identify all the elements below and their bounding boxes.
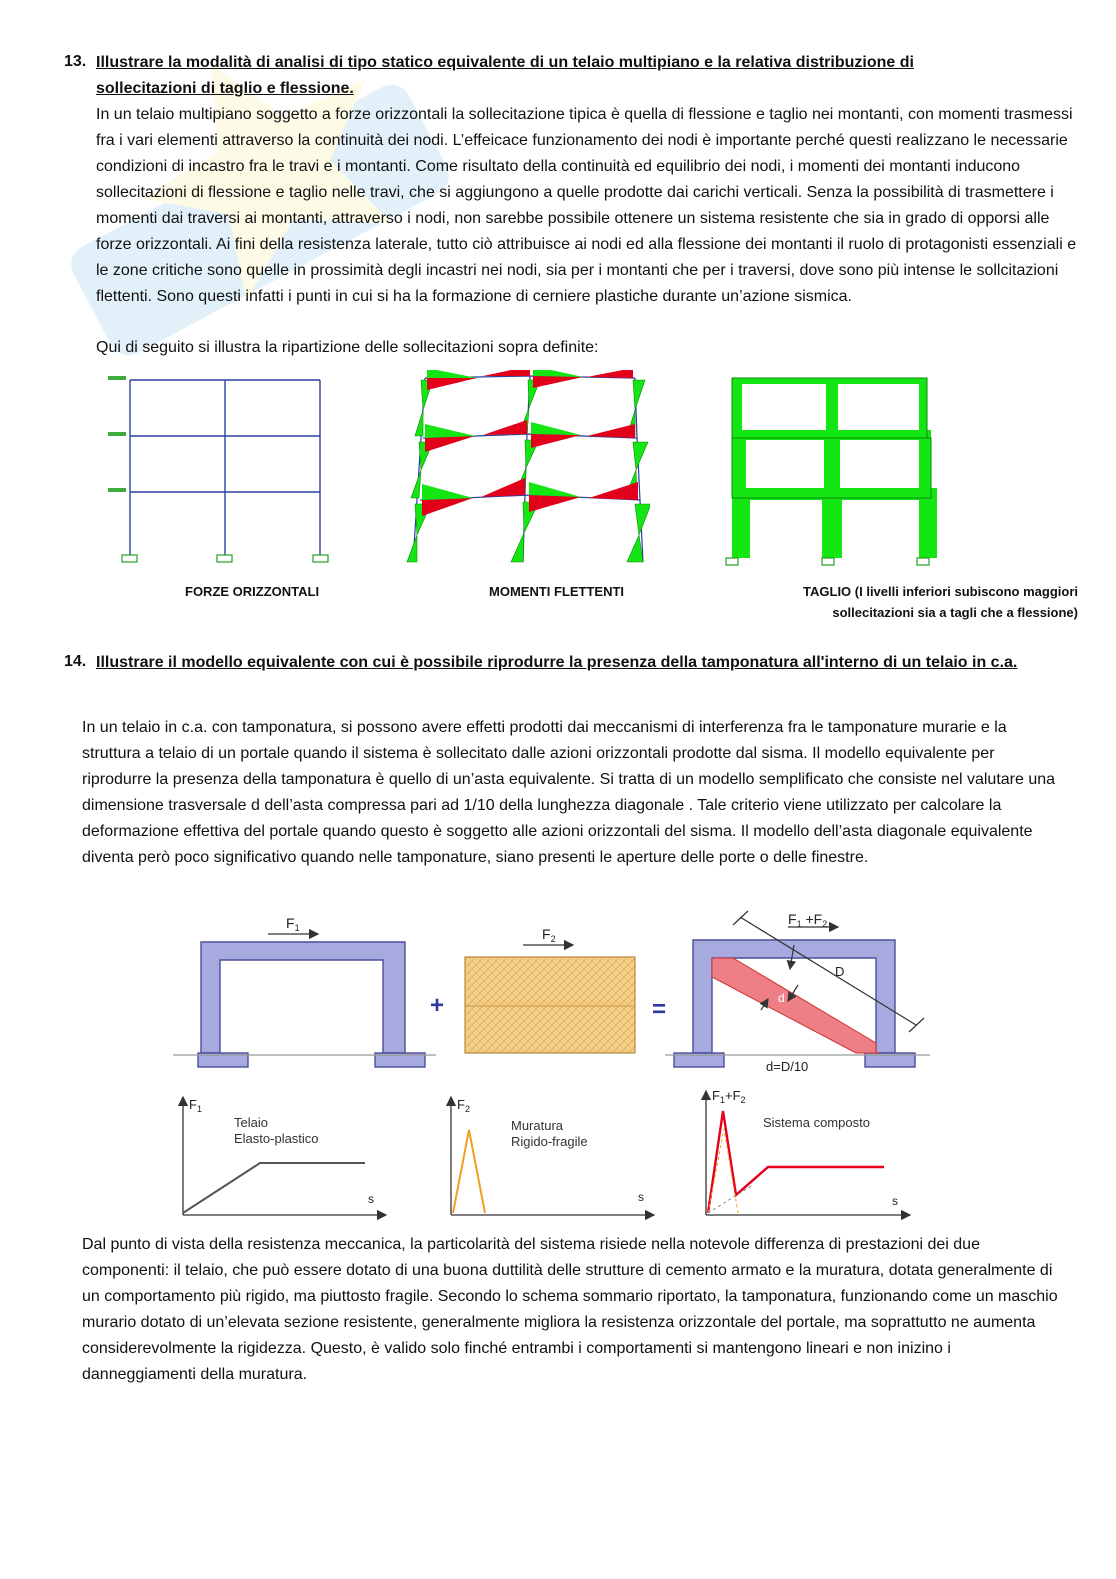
svg-text:s: s <box>638 1190 644 1204</box>
question-14-title: Illustrare il modello equivalente con cui è possibile riprodurre la presenza della tamponatura all'interno di un telaio in c.a. <box>96 654 1018 671</box>
equals-sign: = <box>652 996 667 1023</box>
svg-text:F1 +F2: $F_1 +F_2$ <box>788 911 828 929</box>
f1-subscript: 1 <box>294 923 300 933</box>
caption-bending-moments: MOMENTI FLETTENTI <box>489 584 625 599</box>
graph2-label-line2: Rigido-fragile <box>511 1134 588 1149</box>
svg-text:F2: $F_2$ <box>457 1097 470 1114</box>
f2-label: F <box>542 926 551 942</box>
forces-frame-diagram <box>105 370 335 570</box>
graph-masonry-rigid-fragile <box>451 1097 654 1215</box>
plus-sign: + <box>430 992 445 1019</box>
f2-subscript: 2 <box>550 934 556 944</box>
question-14-number: 14. <box>64 653 87 670</box>
caption-shear: TAGLIO (I livelli inferiori subiscono maggiori sollecitazioni sia a tagli che a flessione) <box>803 584 1078 620</box>
svg-text:F2 <box>542 926 556 944</box>
f1f2-label: F <box>788 911 797 927</box>
strut-ratio-label: d=D/10 <box>766 1059 809 1074</box>
equivalent-strut <box>712 958 880 1053</box>
graph-composite-system <box>706 1088 910 1215</box>
caption-horizontal-forces: FORZE ORIZZONTALI <box>185 584 320 599</box>
bare-frame <box>198 942 425 1067</box>
question-14-paragraph-2: Dal punto di vista della resistenza meccanica, la particolarità del sistema risiede nella notevole differenza di prestazioni dei due componenti: il telaio, che può essere dotato di una buona duttilità delle strutture di cemento armato e la muratura, dotata generalmente di un comportamento più rigido, ma piuttosto fragile. Secondo lo schema sommario riportato, la tamponatura, funzionando come un maschio murario dotato di un’elevata sezione resistente, generalmente migliora la resistenza orizzontale del portale, ma soprattutto ne aumenta considerevolmente la rigidezza. Questo, è valido solo finché entrambi i comportamenti si mantengono lineari e non inizino i danneggiamenti della muratura. <box>82 1236 1058 1383</box>
f1-label: F <box>286 915 295 931</box>
diagonal-length-label: D <box>835 964 845 979</box>
graph2-label-line1: Muratura <box>511 1118 564 1133</box>
question-14-paragraph-1: In un telaio in c.a. con tamponatura, si possono avere effetti prodotti dai meccanismi di interferenza fra le tamponature murarie e la struttura a telaio di un portale quando il sistema è sollecitato dalle azioni orizzontali prodotte dal sisma. Il modello equivalente per riprodurre la presenza della tamponatura è quello di un’asta equivalente. Si tratta di un modello semplificato che consiste nel valutare una dimensione trasversale d dell’asta compressa pari ad 1/10 della lunghezza diagonale . Tale criterio viene utilizzato per calcolare la deformazione effettiva del portale quando questo è soggetto alle azioni orizzontali del sisma. Il modello dell’asta diagonale equivalente diventa però poco significativo quando nelle tamponature, siano presenti le aperture delle porte o delle finestre. <box>82 719 1056 866</box>
svg-text:F1 <box>286 915 300 933</box>
strut-width-label: d <box>778 991 785 1005</box>
question-13-paragraph: In un telaio multipiano soggetto a forze orizzontali la sollecitazione tipica è quella di flessione e taglio nei montanti, con momenti trasmessi fra i vari elementi attraverso la continuità dei nodi. L’effeicace funzionamento dei nodi è importante perché questi realizzano le necessarie condizioni di incastro fra le travi e i montanti. Come risultato della continuità ed equilibrio dei nodi, i momenti dei montanti inducono sollecitazioni di flessione e taglio nelle travi, che si aggiungono a quelle prodotte dai carichi verticali. Senza la possibilità di trasmettere i momenti dai traversi ai montanti, attraverso i nodi, non sarebbe possibile ottenere un sistema resistente che sia in grado di opporsi alle forze orizzontali. Ai fini della resistenza laterale, tutto ciò attribuisce ai nodi ed alla flessione dei montanti il ruolo di protagonisti essenziali e le zone critiche sono quelle in prossimità degli incastri nei nodi, sia per i montanti che per i traversi, dove sono più intense le sollcitazioni flettenti. Sono questi infatti i punti in cui si ha la formazione di cerniere plastiche durante un’azione sismica. <box>96 106 1077 305</box>
svg-text:F1+F2: $F_1+F_2$ <box>712 1088 746 1105</box>
graph-frame-elasto-plastic <box>183 1097 386 1215</box>
question-13-title: Illustrare la modalità di analisi di tipo statico equivalente di un telaio multipiano e la relativa distribuzione di sollecitazioni di taglio e flessione. <box>96 54 914 97</box>
question-13-number: 13. <box>64 53 87 70</box>
bending-moment-diagram <box>405 370 650 570</box>
graph3-label: Sistema composto <box>763 1115 870 1130</box>
figure-intro-text: Qui di seguito si illustra la ripartizione delle sollecitazioni sopra definite: <box>96 339 599 356</box>
svg-text:F1: $F_1$ <box>189 1097 202 1114</box>
equivalent-strut-diagram <box>168 905 938 1225</box>
masonry-panel <box>465 957 635 1053</box>
graph1-label-line1: Telaio <box>234 1115 268 1130</box>
graph1-label-line2: Elasto-plastico <box>234 1131 319 1146</box>
svg-text:s: s <box>368 1192 374 1206</box>
shear-diagram <box>722 370 947 570</box>
svg-text:s: s <box>892 1194 898 1208</box>
